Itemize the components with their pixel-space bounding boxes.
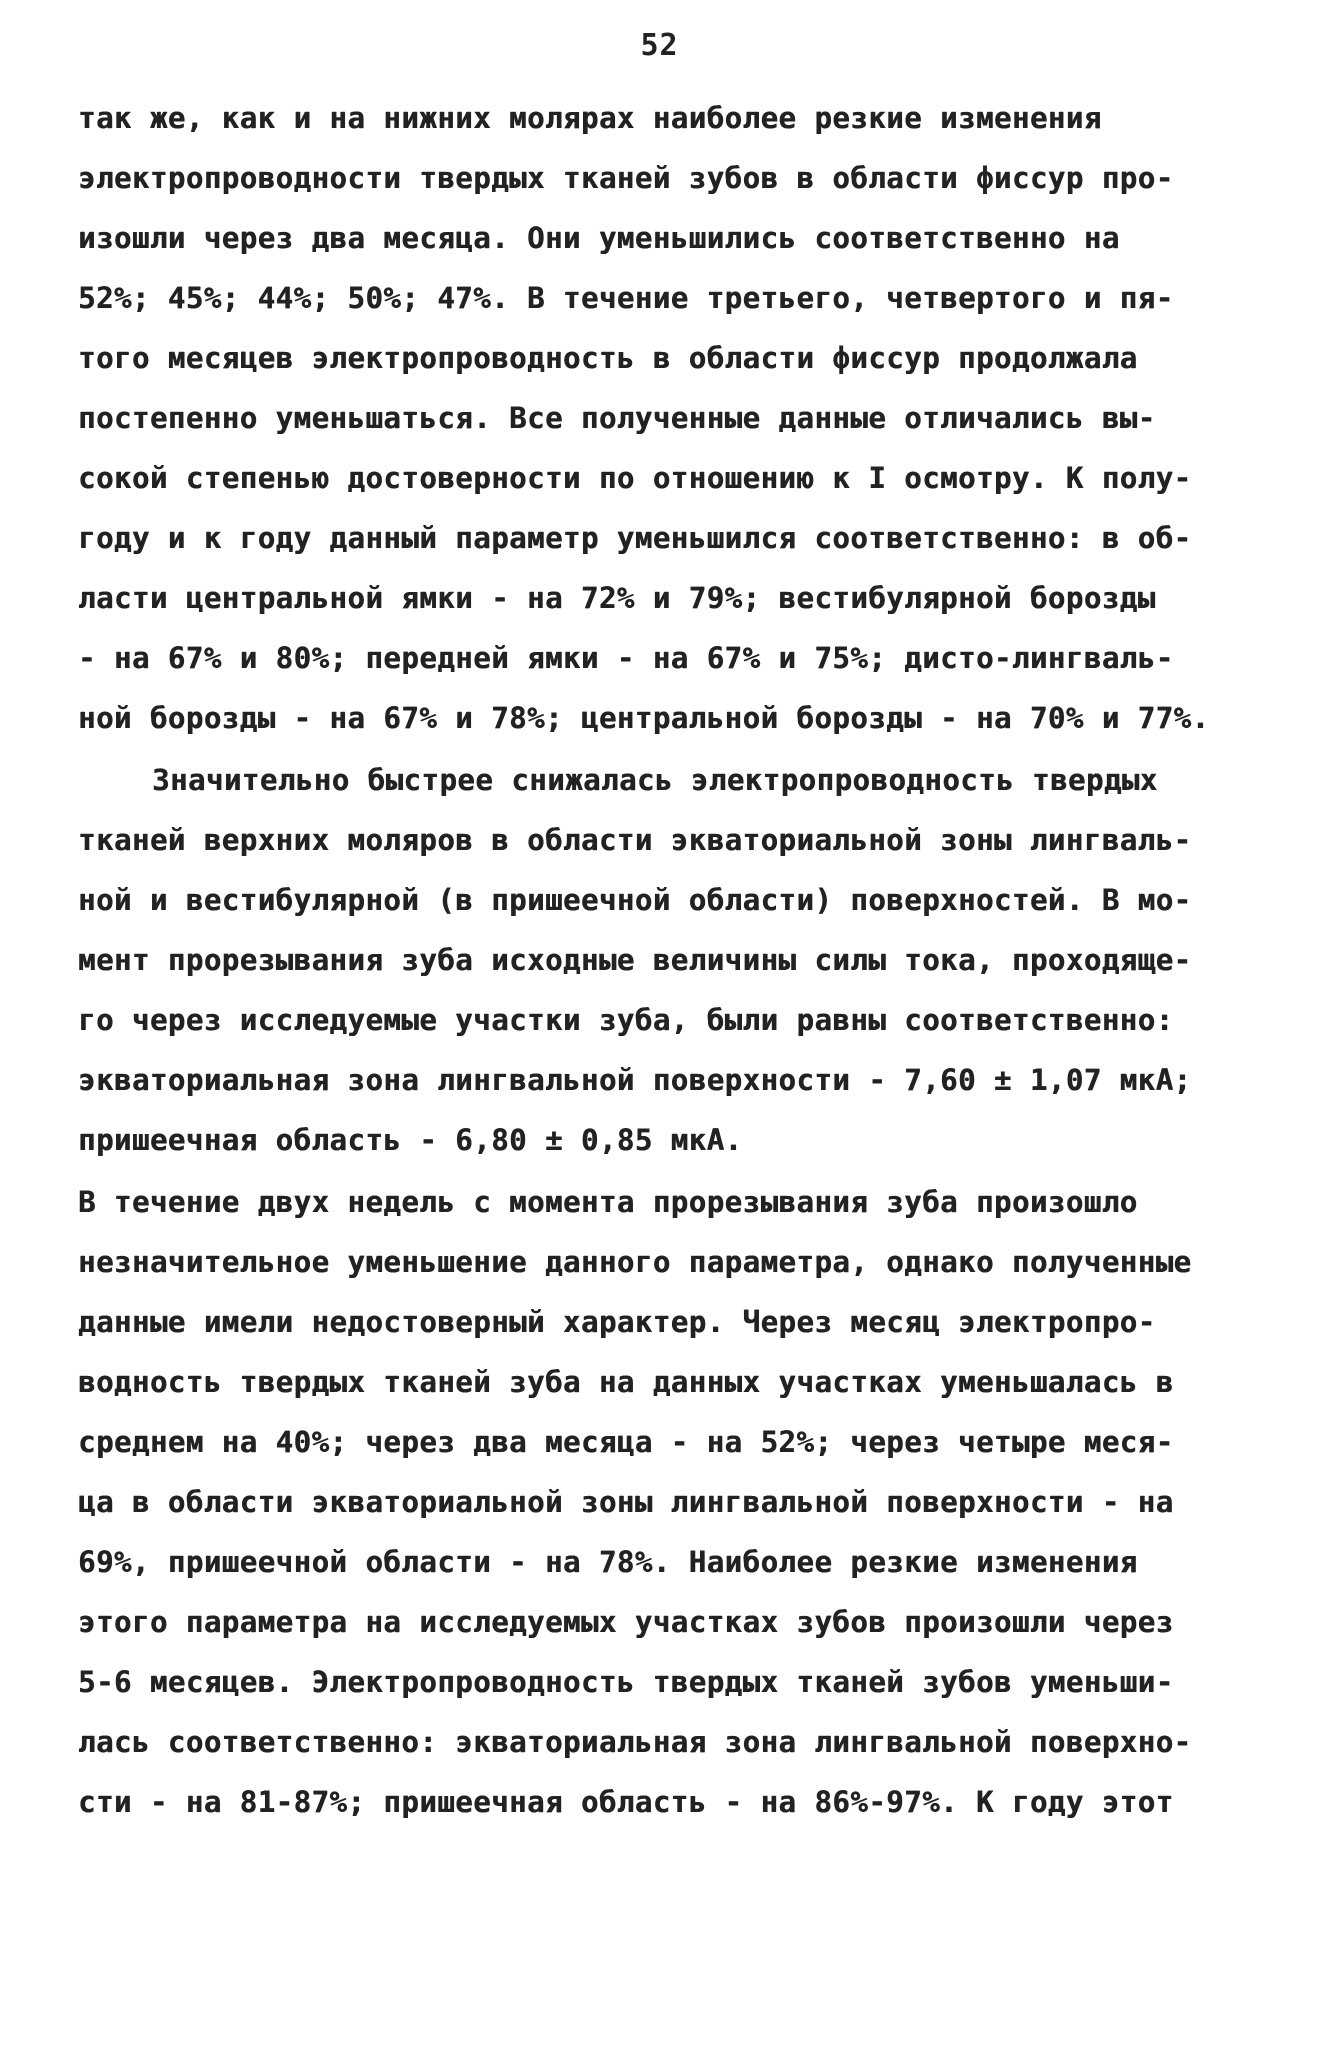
- text-line: сокой степенью достоверности по отношению к I осмотру. К полу-: [78, 461, 1192, 495]
- text-line: ной и вестибулярной (в пришеечной области) поверхностей. В мо-: [78, 883, 1192, 917]
- text-line: экваториальная зона лингвальной поверхности - 7,60 ± 1,07 мкА;: [78, 1063, 1192, 1097]
- text-line: так же, как и на нижних молярах наиболее резкие изменения: [78, 101, 1102, 135]
- text-line: данные имели недостоверный характер. Через месяц электропро-: [78, 1305, 1156, 1339]
- text-line: ласти центральной ямки - на 72% и 79%; вестибулярной борозды: [78, 581, 1156, 615]
- paragraph-start-line: Значительно быстрее снижалась электропроводность твердых: [152, 763, 1158, 797]
- text-line: пришеечная область - 6,80 ± 0,85 мкА.: [78, 1123, 743, 1157]
- text-line: го через исследуемые участки зуба, были равны соответственно:: [78, 1003, 1174, 1037]
- text-line: электропроводности твердых тканей зубов в области фиссур про-: [78, 161, 1174, 195]
- page-number: 52: [640, 28, 679, 63]
- text-line: 5-6 месяцев. Электропроводность твердых тканей зубов уменьши-: [78, 1665, 1174, 1699]
- text-line: ной борозды - на 67% и 78%; центральной борозды - на 70% и 77%.: [78, 701, 1210, 735]
- text-line: 69%, пришеечной области - на 78%. Наиболее резкие изменения: [78, 1545, 1138, 1579]
- text-line: постепенно уменьшаться. Все полученные данные отличались вы-: [78, 401, 1156, 435]
- text-line: мент прорезывания зуба исходные величины силы тока, проходяще-: [78, 943, 1192, 977]
- text-line: изошли через два месяца. Они уменьшились соответственно на: [78, 221, 1120, 255]
- text-line: сти - на 81-87%; пришеечная область - на 86%-97%. К году этот: [78, 1785, 1174, 1819]
- text-line: ца в области экваториальной зоны лингвальной поверхности - на: [78, 1485, 1174, 1519]
- text-line: этого параметра на исследуемых участках зубов произошли через: [78, 1605, 1174, 1639]
- paragraph-start-line: В течение двух недель с момента прорезывания зуба произошло: [78, 1185, 1138, 1219]
- text-line: того месяцев электропроводность в области фиссур продолжала: [78, 341, 1138, 375]
- text-line: среднем на 40%; через два месяца - на 52%; через четыре меся-: [78, 1425, 1174, 1459]
- text-line: - на 67% и 80%; передней ямки - на 67% и 75%; дисто-лингваль-: [78, 641, 1174, 675]
- text-line: 52%; 45%; 44%; 50%; 47%. В течение третьего, четвертого и пя-: [78, 281, 1174, 315]
- text-line: водность твердых тканей зуба на данных участках уменьшалась в: [78, 1365, 1174, 1399]
- text-line: лась соответственно: экваториальная зона лингвальной поверхно-: [78, 1725, 1192, 1759]
- text-line: незначительное уменьшение данного параметра, однако полученные: [78, 1245, 1192, 1279]
- text-line: тканей верхних моляров в области экваториальной зоны лингваль-: [78, 823, 1192, 857]
- text-line: году и к году данный параметр уменьшился соответственно: в об-: [78, 521, 1192, 555]
